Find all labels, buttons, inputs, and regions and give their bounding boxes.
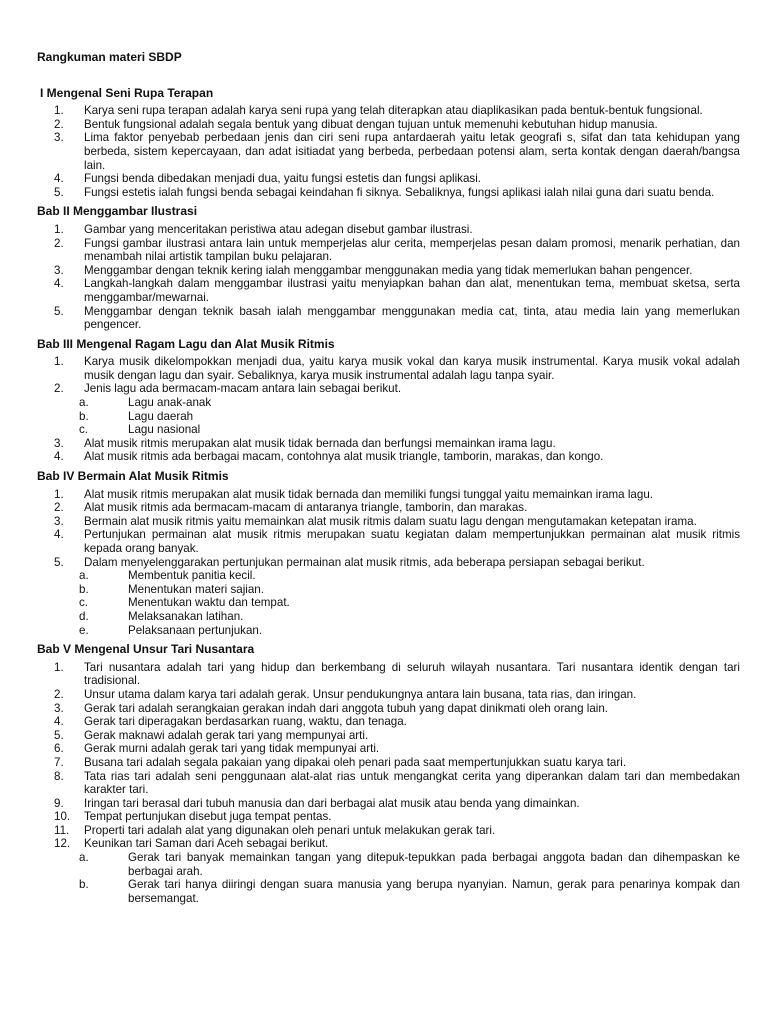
item-text: Tata rias tari adalah seni penggunaan alat-alat rias untuk mengangkat cerita yang diperankan dalam tari dan membedakan karakter tari. (84, 769, 740, 797)
item-text: Gerak maknawi adalah gerak tari yang mempunyai arti. (84, 728, 369, 742)
list-item (37, 223, 740, 237)
item-letter: e. (79, 623, 89, 637)
list-item (37, 450, 740, 464)
list-item (37, 104, 740, 118)
item-text: Busana tari adalah segala pakaian yang dipakai oleh penari pada saat mempertunjukkan suatu karya tari. (84, 755, 627, 769)
item-text: Alat musik ritmis ada bermacam-macam di antaranya triangle, tamborin, dan marakas. (84, 501, 528, 515)
item-number: 8. (54, 769, 64, 783)
sub-list-item (37, 423, 740, 437)
list-item (37, 172, 740, 186)
list-item (37, 715, 740, 729)
list-item (37, 702, 740, 716)
sub-list-item (37, 624, 740, 638)
list-item (37, 355, 740, 382)
item-number: 1. (54, 355, 64, 369)
item-text: Fungsi estetis ialah fungsi benda sebagai keindahan fi siknya. Sebaliknya, fungsi aplikasi ialah nilai guna dari suatu benda. (84, 185, 715, 199)
lettered-list (37, 851, 740, 905)
item-number: 5. (54, 304, 64, 318)
list-item (37, 382, 740, 396)
item-number: 4. (54, 277, 64, 291)
item-letter: c. (79, 423, 89, 437)
item-letter: a. (79, 851, 89, 865)
numbered-list (37, 488, 740, 638)
section-heading: Bab V Mengenal Unsur Tari Nusantara (37, 642, 255, 657)
sub-item-text: Lagu daerah (128, 409, 194, 423)
list-item (37, 770, 740, 797)
item-text: Karya musik dikelompokkan menjadi dua, yaitu karya musik vokal dan karya musik instrumental. Karya musik vokal adalah musik dengan lagu dan syair. Sebaliknya, karya musik instrumental adalah lagu tanpa syair. (84, 355, 740, 382)
item-number: 1. (54, 104, 64, 118)
item-letter: c. (79, 596, 89, 610)
section-heading: Bab III Mengenal Ragam Lagu dan Alat Musik Ritmis (37, 336, 335, 351)
item-text: Alat musik ritmis merupakan alat musik tidak bernada dan berfungsi memainkan irama lagu. (84, 436, 556, 450)
sub-item-text: Pelaksanaan pertunjukan. (128, 623, 263, 637)
sub-list-item (37, 851, 740, 878)
list-item (37, 277, 740, 304)
item-text: Properti tari adalah alat yang digunakan oleh penari untuk melakukan gerak tari. (84, 823, 496, 837)
item-number: 5. (54, 555, 64, 569)
item-number: 3. (54, 263, 64, 277)
list-item (37, 437, 740, 451)
sub-item-text: Membentuk panitia kecil. (128, 569, 256, 583)
item-letter: a. (79, 569, 89, 583)
item-number: 11. (54, 823, 70, 837)
item-number: 2. (54, 382, 64, 396)
item-text: Tari nusantara adalah tari yang hidup dan berkembang di seluruh wilayah nusantara. Tari nusantara identik dengan tari tradisional. (84, 660, 740, 688)
item-letter: d. (79, 609, 89, 623)
list-item (37, 305, 740, 332)
list-item (37, 131, 740, 172)
item-number: 9. (54, 796, 64, 810)
list-item (37, 688, 740, 702)
item-number: 5. (54, 185, 64, 199)
item-text: Fungsi benda dibedakan menjadi dua, yaitu fungsi estetis dan fungsi aplikasi. (84, 172, 482, 186)
item-text: Gambar yang menceritakan peristiwa atau adegan disebut gambar ilustrasi. (84, 222, 473, 236)
list-item (37, 264, 740, 278)
item-number: 1. (54, 487, 64, 501)
item-number: 3. (54, 131, 64, 145)
sub-list-item (37, 878, 740, 905)
item-text: Unsur utama dalam karya tari adalah gerak. Unsur pendukungnya antara lain busana, tata rias, dan iringan. (84, 687, 637, 701)
item-number: 6. (54, 742, 64, 756)
sub-list-item (37, 410, 740, 424)
sub-item-text: Lagu nasional (128, 423, 201, 437)
list-item (37, 797, 740, 811)
list-item (37, 810, 740, 824)
item-letter: b. (79, 878, 89, 892)
item-text: Bermain alat musik ritmis yaitu memainkan alat musik ritmis dalam suatu lagu dengan mengutamakan ketepatan irama. (84, 514, 697, 528)
numbered-list (37, 355, 740, 464)
document-title: Rangkuman materi SBDP (37, 50, 182, 64)
list-item (37, 837, 740, 851)
sub-list-item (37, 583, 740, 597)
item-text: Iringan tari berasal dari tubuh manusia dan dari berbagai alat musik atau benda yang dimainkan. (84, 796, 580, 810)
numbered-list (37, 661, 740, 906)
sub-item-text: Gerak tari hanya diiringi dengan suara manusia yang berupa nyanyian. Namun, gerak para penarinya kompak dan bersemangat. (128, 878, 740, 905)
item-number: 1. (54, 660, 64, 674)
list-item (37, 118, 740, 132)
list-item (37, 556, 740, 570)
item-letter: a. (79, 396, 89, 410)
item-text: Keunikan tari Saman dari Aceh sebagai berikut. (84, 837, 329, 851)
item-number: 4. (54, 450, 64, 464)
item-number: 3. (54, 436, 64, 450)
list-item (37, 501, 740, 515)
list-item (37, 528, 740, 555)
list-item (37, 742, 740, 756)
sub-list-item (37, 396, 740, 410)
item-number: 4. (54, 715, 64, 729)
item-text: Dalam menyelenggarakan pertunjukan permainan alat musik ritmis, ada beberapa persiapan sebagai berikut. (84, 555, 645, 569)
item-number: 10. (54, 810, 71, 824)
section-heading: Bab II Menggambar Ilustrasi (37, 204, 198, 219)
numbered-list (37, 223, 740, 332)
list-item (37, 756, 740, 770)
sub-item-text: Lagu anak-anak (128, 396, 212, 410)
item-number: 2. (54, 687, 64, 701)
item-number: 12. (54, 837, 71, 851)
sub-list-item (37, 596, 740, 610)
item-number: 2. (54, 117, 64, 131)
item-number: 4. (54, 172, 64, 186)
lettered-list (37, 569, 740, 637)
item-text: Tempat pertunjukan disebut juga tempat pentas. (84, 810, 332, 824)
section-heading: I Mengenal Seni Rupa Terapan (40, 85, 214, 100)
item-text: Gerak tari adalah serangkaian gerakan indah dari anggota tubuh yang dapat dinikmati oleh orang lain. (84, 701, 609, 715)
item-number: 2. (54, 236, 64, 250)
item-letter: b. (79, 409, 89, 423)
list-item (37, 661, 740, 688)
item-letter: b. (79, 582, 89, 596)
sub-item-text: Melaksanakan latihan. (128, 609, 244, 623)
item-text: Alat musik ritmis ada berbagai macam, contohnya alat musik triangle, tamborin, marakas, dan kongo. (84, 450, 604, 464)
item-number: 5. (54, 728, 64, 742)
list-item (37, 824, 740, 838)
document-body (37, 87, 740, 906)
sub-item-text: Gerak tari banyak memainkan tangan yang ditepuk-tepukkan pada berbagai anggota badan dan dihempaskan ke berbagai arah. (128, 851, 740, 878)
item-text: Fungsi gambar ilustrasi antara lain untuk memperjelas alur cerita, memperjelas pesan dalam promosi, menarik perhatian, dan menambah nilai artistik tampilan buku pelajaran. (84, 236, 740, 264)
list-item (37, 186, 740, 200)
item-text: Bentuk fungsional adalah segala bentuk yang dibuat dengan tujuan untuk memenuhi kebutuhan hidup manusia. (84, 117, 658, 131)
item-text: Alat musik ritmis merupakan alat musik tidak bernada dan memiliki fungsi tunggal yaitu memainkan irama lagu. (84, 487, 653, 501)
item-number: 4. (54, 528, 64, 542)
list-item (37, 729, 740, 743)
item-text: Menggambar dengan teknik kering ialah menggambar menggunakan media yang tidak memerlukan bahan pengencer. (84, 263, 693, 277)
item-number: 7. (54, 755, 64, 769)
item-text: Jenis lagu ada bermacam-macam antara lain sebagai berikut. (84, 382, 402, 396)
list-item (37, 237, 740, 264)
item-text: Gerak tari diperagakan berdasarkan ruang, waktu, dan tenaga. (84, 715, 407, 729)
item-number: 2. (54, 501, 64, 515)
numbered-list (37, 104, 740, 199)
lettered-list (37, 396, 740, 437)
item-number: 3. (54, 514, 64, 528)
list-item (37, 488, 740, 502)
item-text: Karya seni rupa terapan adalah karya seni rupa yang telah diterapkan atau diaplikasikan pada bentuk-bentuk fungsional. (84, 104, 703, 118)
item-text: Gerak murni adalah gerak tari yang tidak mempunyai arti. (84, 742, 380, 756)
item-text: Menggambar dengan teknik basah ialah menggambar menggunakan media cat, tinta, atau media lain yang memerlukan pengencer. (84, 304, 740, 332)
item-text: Lima faktor penyebab perbedaan jenis dan ciri seni rupa antardaerah yaitu letak geografi s, sifat dan tata kehidupan yang berbeda, sistem kepercayaan, dan adat isitiadat yang berbeda, perbedaan potensi alam, serta kontak dengan daerah/bangsa lain. (84, 131, 740, 172)
item-number: 3. (54, 701, 64, 715)
sub-list-item (37, 610, 740, 624)
sub-list-item (37, 569, 740, 583)
list-item (37, 515, 740, 529)
item-text: Langkah-langkah dalam menggambar ilustrasi yaitu menyiapkan bahan dan alat, menentukan tema, membuat sketsa, serta menggambar/mewarnai. (84, 277, 740, 304)
item-text: Pertunjukan permainan alat musik ritmis merupakan suatu kegiatan dalam mempertunjukkan permainan alat musik ritmis kepada orang banyak. (84, 528, 740, 555)
sub-item-text: Menentukan materi sajian. (128, 582, 264, 596)
sub-item-text: Menentukan waktu dan tempat. (128, 596, 290, 610)
item-number: 1. (54, 222, 64, 236)
section-heading: Bab IV Bermain Alat Musik Ritmis (37, 469, 229, 484)
